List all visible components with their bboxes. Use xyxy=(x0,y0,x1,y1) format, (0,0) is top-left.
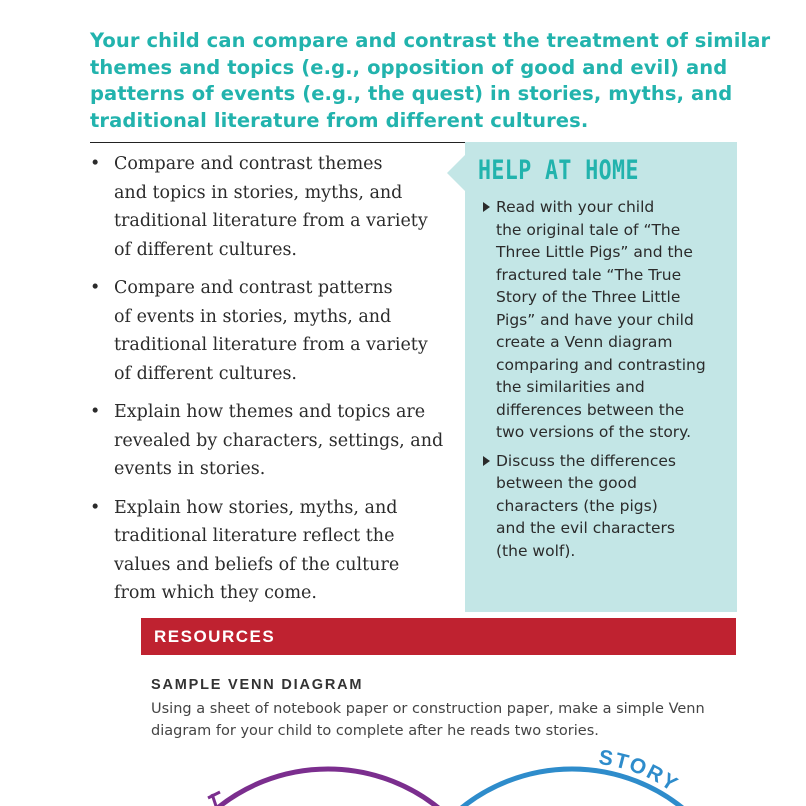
help-line: Discuss the differences xyxy=(496,451,676,470)
help-line: differences between the xyxy=(496,400,685,419)
skill-line: traditional literature from a variety xyxy=(114,211,428,231)
skill-line: from which they come. xyxy=(114,583,317,603)
bullet-dot: • xyxy=(90,278,101,298)
bullet-dot: • xyxy=(90,497,101,518)
venn-section-title: SAMPLE VENN DIAGRAM xyxy=(151,677,364,693)
triangle-bullet-icon xyxy=(483,456,490,466)
venn-right-label: STORY xyxy=(597,745,683,797)
help-item xyxy=(482,450,732,563)
headline-line: patterns of events (e.g., the quest) in stories, myths, and xyxy=(90,82,733,105)
description-line: diagram for your child to complete after he reads two stories. xyxy=(151,723,599,739)
help-line: Read with your child xyxy=(496,198,655,216)
triangle-bullet-icon xyxy=(483,202,490,212)
help-line: comparing and contrasting xyxy=(496,355,706,374)
skill-item xyxy=(90,274,450,388)
skill-line: events in stories. xyxy=(114,459,266,479)
skill-line: of events in stories, myths, and xyxy=(114,306,392,327)
skill-line: and topics in stories, myths, and xyxy=(114,182,403,203)
venn-description xyxy=(151,698,741,742)
venn-diagram xyxy=(0,740,806,806)
headline-line: themes and topics (e.g., opposition of good and evil) and xyxy=(90,55,728,79)
help-line: fractured tale “The True xyxy=(496,265,682,284)
skill-item xyxy=(90,494,450,608)
help-line: (the wolf). xyxy=(496,541,576,560)
venn-right-circle xyxy=(396,769,748,806)
help-line: and the evil characters xyxy=(496,519,675,537)
help-panel-notch xyxy=(447,154,466,192)
resources-label: RESOURCES xyxy=(154,627,276,646)
help-line: the similarities and xyxy=(496,378,645,396)
skill-line: revealed by characters, settings, and xyxy=(114,430,444,451)
skill-line: values and beliefs of the culture xyxy=(114,554,400,575)
help-line: the original tale of “The xyxy=(496,220,681,239)
help-line: between the good xyxy=(496,474,637,492)
help-list xyxy=(482,196,732,568)
help-title: HELP AT HOME xyxy=(478,155,639,186)
skills-list xyxy=(90,150,450,618)
help-line: characters (the pigs) xyxy=(496,496,658,515)
headline-line: Your child can compare and contrast the treatment of similar xyxy=(90,29,771,52)
venn-left-circle xyxy=(152,769,504,806)
skill-line: of different cultures. xyxy=(114,239,297,260)
skill-item xyxy=(90,150,450,264)
help-line: two versions of the story. xyxy=(496,423,692,441)
skill-line: Compare and contrast patterns xyxy=(114,278,393,298)
skill-line: traditional literature reflect the xyxy=(114,526,395,546)
bullet-dot: • xyxy=(90,154,101,174)
help-line: Three Little Pigs” and the xyxy=(496,243,693,261)
skill-line: Compare and contrast themes xyxy=(114,154,383,174)
skill-line: Explain how themes and topics are xyxy=(114,402,426,422)
skill-line: traditional literature from a variety xyxy=(114,335,428,355)
skill-line: Explain how stories, myths, and xyxy=(114,497,398,518)
bullet-dot: • xyxy=(90,402,101,422)
venn-left-label-fragment xyxy=(208,792,220,806)
headline xyxy=(90,28,771,134)
skill-item xyxy=(90,398,450,484)
help-item xyxy=(482,196,732,444)
headline-line: traditional literature from different cultures. xyxy=(90,108,589,132)
help-line: Pigs” and have your child xyxy=(496,310,694,329)
help-line: create a Venn diagram xyxy=(496,333,673,351)
description-line: Using a sheet of notebook paper or construction paper, make a simple Venn xyxy=(151,701,705,717)
resources-banner xyxy=(141,618,736,655)
skill-line: of different cultures. xyxy=(114,363,297,384)
help-line: Story of the Three Little xyxy=(496,288,681,306)
